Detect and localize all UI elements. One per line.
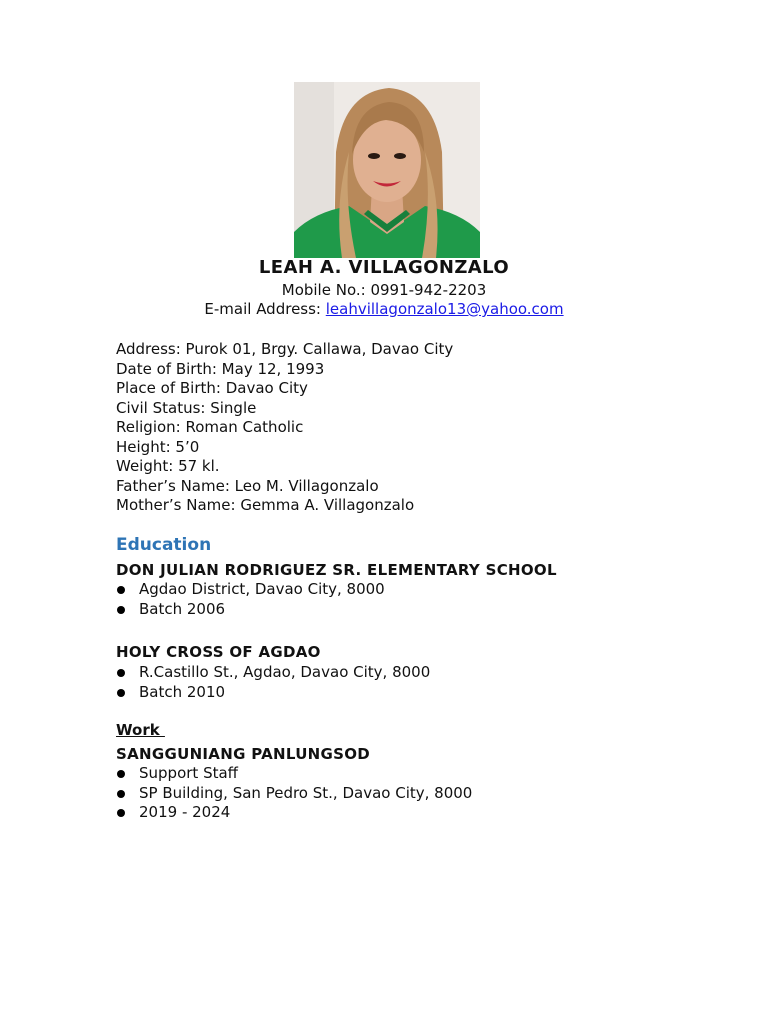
detail-place-of-birth: Place of Birth: Davao City [116, 379, 308, 397]
list-item [116, 600, 385, 620]
bullet-icon [117, 586, 125, 594]
detail-weight: Weight: 57 kl. [116, 457, 220, 475]
detail-address: Address: Purok 01, Brgy. Callawa, Davao City [116, 340, 454, 358]
mobile-number: Mobile No.: 0991-942-2203 [281, 281, 487, 299]
list-item-text: Batch 2006 [139, 599, 226, 618]
list-item [116, 663, 430, 683]
email-line [0, 300, 768, 318]
list-item [116, 580, 385, 600]
employer-name: SANGGUNIANG PANLUNGSOD [116, 745, 371, 763]
list-item-text: 2019 - 2024 [139, 803, 231, 821]
bullet-icon [117, 669, 125, 677]
list-item [116, 764, 472, 784]
bullet-icon [117, 770, 125, 778]
detail-civil-status: Civil Status: Single [116, 398, 257, 417]
list-item [116, 803, 472, 823]
list-item-text: Agdao District, Davao City, 8000 [139, 580, 385, 598]
school-name: HOLY CROSS OF AGDAO [116, 643, 321, 661]
personal-details [116, 340, 453, 516]
list-item-text: R.Castillo St., Agdao, Davao City, 8000 [139, 663, 431, 681]
applicant-name: LEAH A. VILLAGONZALO [258, 257, 510, 278]
school-details-list [116, 663, 430, 702]
email-link[interactable]: leahvillagonzalo13@yahoo.com [325, 300, 564, 318]
list-item-text: Batch 2010 [139, 682, 226, 701]
list-item [116, 683, 430, 703]
detail-height: Height: 5’0 [116, 437, 200, 456]
work-details-list [116, 764, 472, 823]
detail-religion: Religion: Roman Catholic [116, 418, 304, 436]
bullet-icon [117, 689, 125, 697]
profile-photo [294, 82, 480, 258]
school-details-list [116, 580, 385, 619]
detail-date-of-birth: Date of Birth: May 12, 1993 [116, 359, 325, 378]
bullet-icon [117, 606, 125, 614]
bullet-icon [117, 790, 125, 798]
bullet-icon [117, 809, 125, 817]
list-item-text: SP Building, San Pedro St., Davao City, 8000 [139, 783, 473, 802]
email-label: E-mail Address: [204, 300, 326, 318]
education-heading: Education [116, 535, 212, 555]
school-name: DON JULIAN RODRIGUEZ SR. ELEMENTARY SCHOOL [116, 561, 557, 579]
work-heading: Work [116, 721, 165, 739]
list-item [116, 784, 472, 804]
detail-mothers-name: Mother’s Name: Gemma A. Villagonzalo [116, 496, 415, 514]
detail-fathers-name: Father’s Name: Leo M. Villagonzalo [116, 476, 379, 495]
list-item-text: Support Staff [139, 764, 238, 782]
